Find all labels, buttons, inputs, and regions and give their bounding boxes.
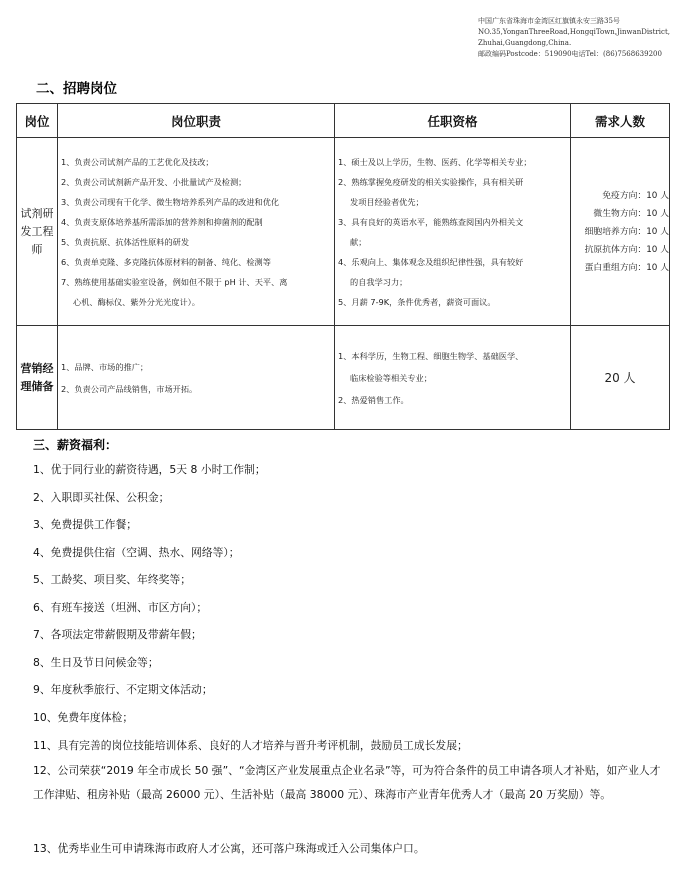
- address-line: Zhuhai,Guangdong,China.: [478, 39, 572, 47]
- header-headcount: 需求人数: [571, 104, 670, 138]
- list-item: 9、年度秋季旅行、不定期文体活动；: [33, 683, 213, 696]
- qualifications-cell: [335, 138, 571, 326]
- list-item: 1、优于同行业的薪资待遇，5天 8 小时工作制；: [33, 463, 266, 476]
- address-line: 中国广东省珠海市金湾区红旗镇永安三路35号: [478, 17, 620, 25]
- duty-item: 7、熟练使用基础实验室设备，例如但不限于 pH 计、天平、离: [61, 276, 288, 287]
- headcount-item: 免疫方向：10 人: [602, 190, 669, 201]
- duty-item: 2、负责公司试剂新产品开发、小批量试产及检测；: [61, 176, 247, 187]
- headcount-item: 微生物方向：10 人: [593, 208, 669, 219]
- list-item: 10、免费年度体检；: [33, 711, 134, 724]
- headcount-item: 细胞培养方向：10 人: [584, 226, 669, 237]
- duty-item: 3、负责公司现有干化学、微生物培养系列产品的改进和优化: [61, 196, 280, 207]
- qualification-item: 2、熟练掌握免疫研发的相关实验操作，具有相关研: [338, 176, 524, 187]
- section-title-benefits: 三、薪资福利：: [33, 438, 118, 452]
- header-duties: 岗位职责: [58, 104, 335, 138]
- list-item: 2、入职即买社保、公积金；: [33, 491, 170, 504]
- table-header-row: [17, 104, 670, 138]
- duty-item: 心机、酶标仪、紫外分光光度计）。: [73, 296, 200, 307]
- list-item: 4、免费提供住宿（空调、热水、网络等）；: [33, 546, 240, 559]
- list-item: 11、具有完善的岗位技能培训体系、良好的人才培养与晋升考评机制，鼓励员工成长发展；: [33, 739, 468, 752]
- positions-table: [16, 103, 670, 430]
- company-address: [478, 16, 678, 60]
- address-line: NO.35,YonganThreeRoad,HongqiTown,JinwanDistrict,: [478, 28, 671, 36]
- duties-cell: [58, 326, 335, 430]
- qualification-item: 2、热爱销售工作。: [338, 394, 409, 405]
- qualification-item: 临床检验等相关专业；: [350, 372, 432, 383]
- list-item: 13、优秀毕业生可申请珠海市政府人才公寓，还可落户珠海或迁入公司集体户口。: [33, 842, 425, 855]
- headcount-item: 抗原抗体方向：10 人: [584, 244, 669, 255]
- table-row: [17, 326, 670, 430]
- duties-cell: [58, 138, 335, 326]
- header-position: 岗位: [17, 104, 58, 138]
- duty-item: 6、负责单克隆、多克隆抗体原材料的制备、纯化、检测等: [61, 256, 271, 267]
- header-qualifications: 任职资格: [335, 104, 571, 138]
- qualification-item: 1、本科学历，生物工程、细胞生物学、基础医学、: [338, 350, 524, 361]
- duty-item: 5、负责抗原、抗体活性原料的研发: [61, 236, 190, 247]
- position-name: 营销经理储备: [17, 326, 58, 430]
- qualification-item: 的自我学习力；: [350, 276, 408, 287]
- duty-item: 2、负责公司产品线销售，市场开拓。: [61, 383, 198, 394]
- address-line: 邮政编码Postcode：519090电话Tel：(86)7568639200: [478, 50, 662, 58]
- qualification-item: 4、乐观向上、集体观念及组织纪律性强，具有较好: [338, 256, 524, 267]
- position-name: 试剂研发工程师: [17, 138, 58, 326]
- qualification-item: 3、具有良好的英语水平，能熟练查阅国内外相关文: [338, 216, 524, 227]
- list-item: 6、有班车接送（坦洲、市区方向）；: [33, 601, 208, 614]
- list-item: 7、各项法定带薪假期及带薪年假；: [33, 628, 202, 641]
- list-item: 3、免费提供工作餐；: [33, 518, 138, 531]
- table-row: [17, 138, 670, 326]
- list-item: 12、公司荣获“2019 年全市成长 50 强”、“金湾区产业发展重点企业名录”等，可为符合条件的员工申请各项人才补贴，如产业人才工作津贴、租房补贴（最高 26000 元）、生活补贴（最高 38000 元）、珠海市产业青年优秀人才（最高 20 万奖励）等。: [33, 764, 661, 801]
- qualification-item: 献；: [350, 236, 367, 247]
- headcount-cell: [571, 138, 670, 326]
- duty-item: 4、负责支原体培养基所需添加的营养剂和抑菌剂的配制: [61, 216, 263, 227]
- qualifications-cell: [335, 326, 571, 430]
- list-item: 8、生日及节日问候金等；: [33, 656, 159, 669]
- headcount-cell: 20 人: [571, 326, 670, 430]
- qualification-item: 5、月薪 7-9K，条件优秀者，薪资可面议。: [338, 296, 496, 307]
- duty-item: 1、品牌、市场的推广；: [61, 361, 149, 372]
- qualification-item: 发项目经验者优先；: [350, 196, 424, 207]
- section-title-positions: 二、招聘岗位: [36, 81, 117, 97]
- headcount-item: 蛋白重组方向：10 人: [584, 262, 669, 273]
- list-item: 5、工龄奖、项目奖、年终奖等；: [33, 573, 192, 586]
- duty-item: 1、负责公司试剂产品的工艺优化及技改；: [61, 156, 214, 167]
- qualification-item: 1、硕士及以上学历，生物、医药、化学等相关专业；: [338, 156, 532, 167]
